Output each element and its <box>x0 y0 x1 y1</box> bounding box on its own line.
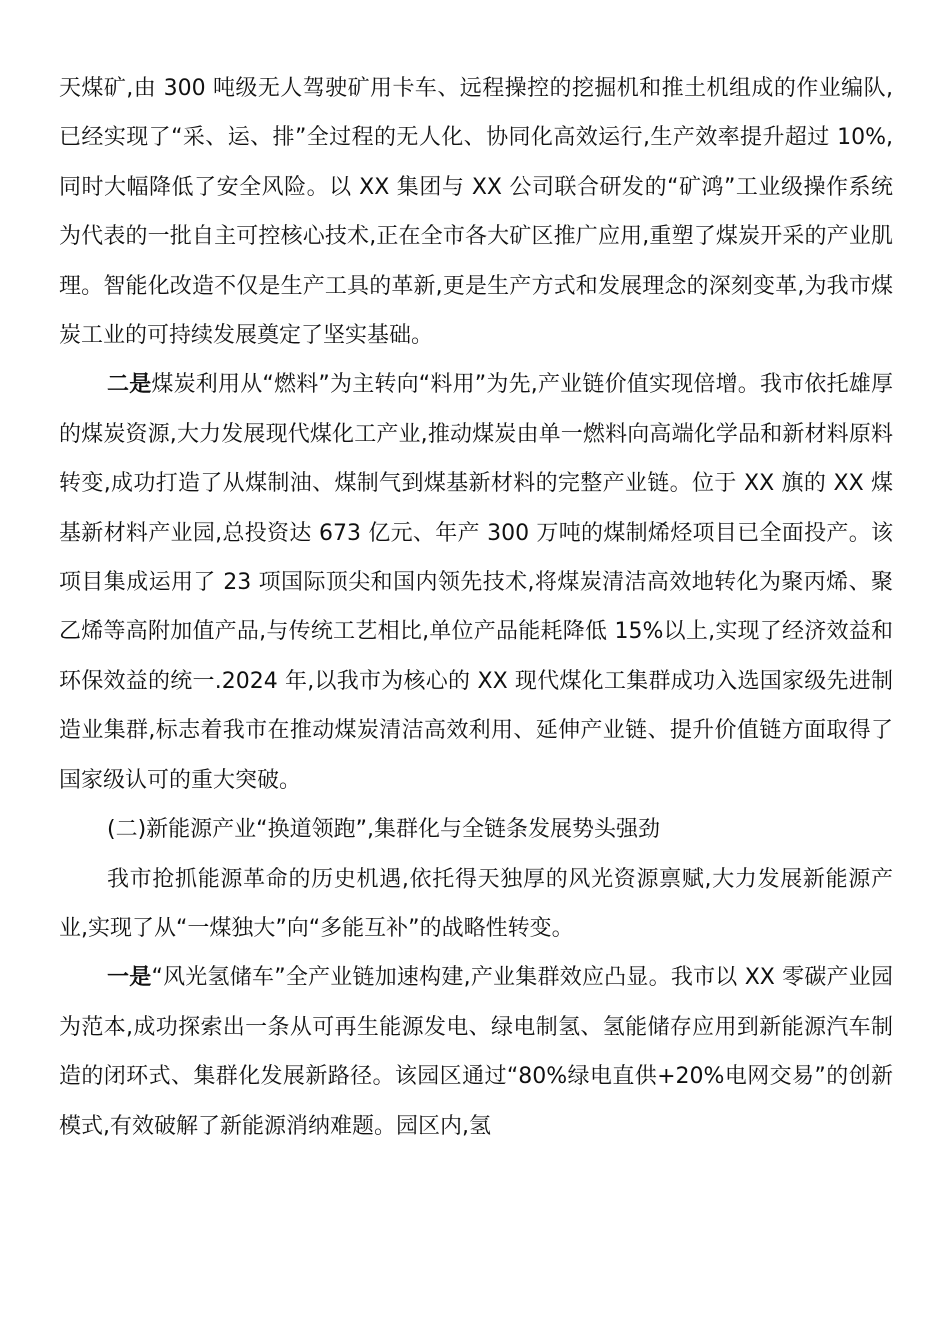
paragraph-5-lead: 一是 <box>107 965 152 991</box>
paragraph-5-text: “风光氢储车”全产业链加速构建,产业集群效应凸显。我市以 XX 零碳产业园为范本,成功探索出一条从可再生能源发电、绿电制氢、氢能储存应用到新能源汽车制造的闭环式、集群化发展新路径。该园区通过“80%绿电直供+20%电网交易”的创新模式,有效破解了新能源消纳难题。园区内,氢 <box>59 965 893 1139</box>
paragraph-5 <box>59 953 893 1151</box>
paragraph-4-text: 我市抢抓能源革命的历史机遇,依托得天独厚的风光资源禀赋,大力发展新能源产业,实现了从“一煤独大”向“多能互补”的战略性转变。 <box>59 866 893 941</box>
paragraph-1 <box>59 64 893 360</box>
section-heading <box>59 805 893 854</box>
paragraph-2 <box>59 360 893 805</box>
paragraph-2-lead: 二是 <box>107 372 152 398</box>
paragraph-2-text: 煤炭利用从“燃料”为主转向“料用”为先,产业链价值实现倍增。我市依托雄厚的煤炭资源,大力发展现代煤化工产业,推动煤炭由单一燃料向高端化学品和新材料原料转变,成功打造了从煤制油、煤制气到煤基新材料的完整产业链。位于 XX 旗的 XX 煤基新材料产业园,总投资达 673 亿元、年产 300 万吨的煤制烯烃项目已全面投产。该项目集成运用了 23 项国际顶尖和国内领先技术,将煤炭清洁高效地转化为聚丙烯、聚乙烯等高附加值产品,与传统工艺相比,单位产品能耗降低 15%以上,实现了经济效益和环保效益的统一.2024 年,以我市为核心的 XX 现代煤化工集群成功入选国家级先进制造业集群,标志着我市在推动煤炭清洁高效利用、延伸产业链、提升价值链方面取得了国家级认可的重大突破。 <box>59 372 893 793</box>
document-page <box>59 64 893 1151</box>
paragraph-1-text: 天煤矿,由 300 吨级无人驾驶矿用卡车、远程操控的挖掘机和推土机组成的作业编队,已经实现了“采、运、排”全过程的无人化、协同化高效运行,生产效率提升超过 10%,同时大幅降低了安全风险。以 XX 集团与 XX 公司联合研发的“矿鸿”工业级操作系统为代表的一批自主可控核心技术,正在全市各大矿区推广应用,重塑了煤炭开采的产业肌理。智能化改造不仅是生产工具的革新,更是生产方式和发展理念的深刻变革,为我市煤炭工业的可持续发展奠定了坚实基础。 <box>59 76 893 349</box>
paragraph-4 <box>59 855 893 954</box>
section-heading-text: (二)新能源产业“换道领跑”,集群化与全链条发展势头强劲 <box>107 817 660 843</box>
